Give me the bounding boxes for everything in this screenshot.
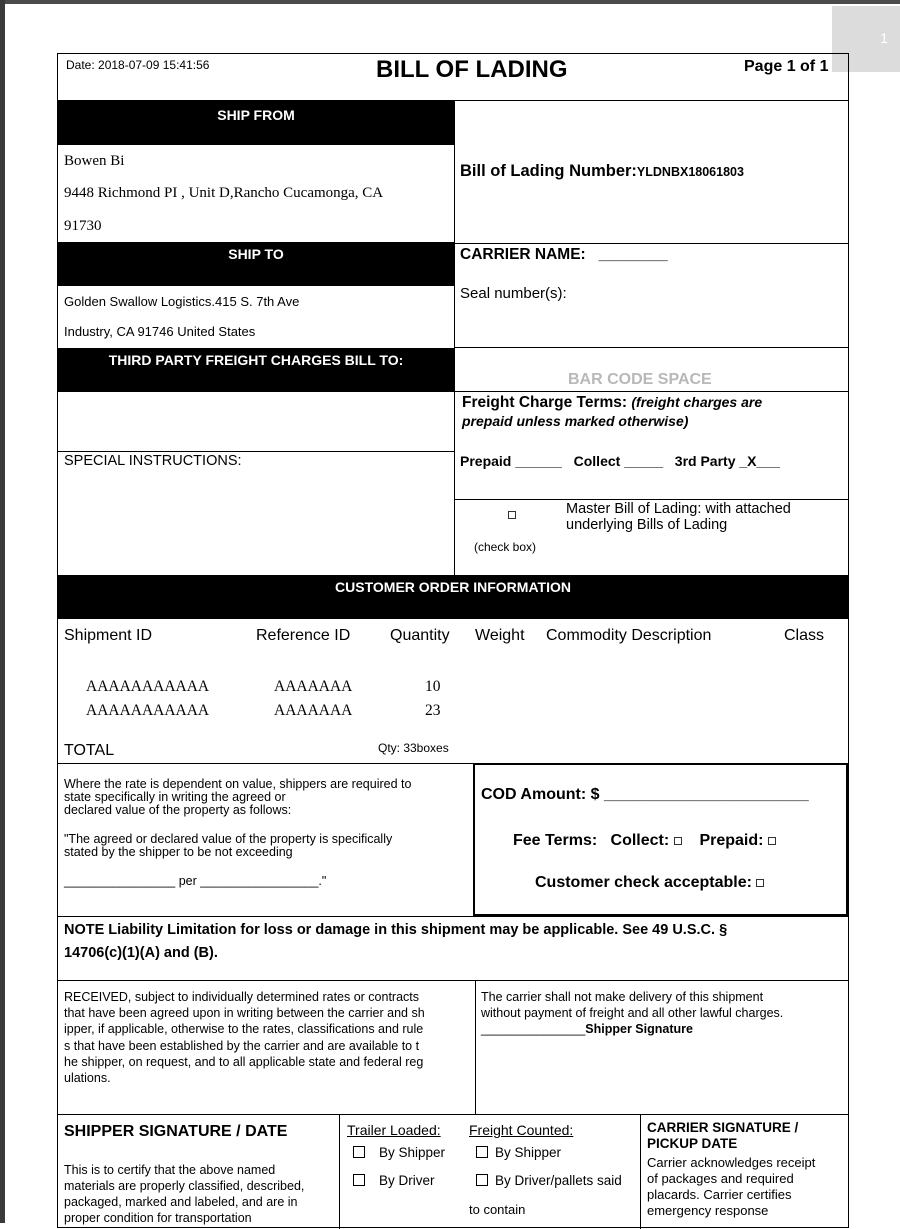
divider: [58, 1114, 848, 1115]
received-text: [64, 989, 425, 1086]
shipper-cert-line2: materials are properly classified, described,: [64, 1179, 305, 1193]
divider: [454, 243, 848, 244]
freight-terms-label: Freight Charge Terms:: [462, 394, 628, 411]
divider: [454, 391, 848, 392]
ship-to-heading: SHIP TO: [58, 242, 454, 286]
counted-by-shipper-label: By Shipper: [495, 1145, 562, 1160]
carrier-acknowledgement: [647, 1155, 815, 1219]
page-number-badge: 1: [832, 6, 900, 72]
carrier-ack-line3: placards. Carrier certifies: [647, 1187, 792, 1202]
fee-collect-checkbox[interactable]: [674, 837, 682, 845]
declared-value-statement: [64, 833, 392, 859]
carrier-name-blank: ________: [598, 246, 668, 263]
counted-to-contain: to contain: [469, 1202, 526, 1217]
divider: [454, 499, 848, 500]
fee-prepaid-checkbox[interactable]: [768, 837, 776, 845]
third-party-heading: THIRD PARTY FREIGHT CHARGES BILL TO:: [58, 348, 454, 392]
divider: [454, 100, 455, 575]
ship-from-name: Bowen Bi: [64, 153, 125, 169]
bol-number-value: YLDNBX18061803: [636, 165, 744, 179]
cod-amount-blank: _______________________: [603, 786, 809, 803]
doc-title: BILL OF LADING: [376, 56, 568, 83]
counted-by-driver-checkbox[interactable]: [476, 1174, 488, 1186]
shipper-cert-line3: packaged, marked and labeled, and are in: [64, 1195, 298, 1209]
master-bol-checkbox[interactable]: [508, 511, 516, 519]
counted-by-driver-label: By Driver/pallets said: [495, 1173, 622, 1188]
declared-line2: state specifically in writing the agreed or: [64, 790, 286, 804]
shipper-signature-label: Shipper Signature: [585, 1022, 693, 1037]
row1-quantity: 10: [425, 678, 441, 695]
total-label: TOTAL: [64, 742, 115, 759]
divider: [475, 980, 476, 1114]
carrier-ack-line4: emergency response: [647, 1203, 769, 1218]
shipper-cert-line4: proper condition for transportation: [64, 1211, 252, 1225]
customer-check: [535, 874, 764, 892]
divider: [339, 1114, 340, 1229]
carrier-delivery-line1: The carrier shall not make delivery of this shipment: [481, 990, 764, 1004]
carrier-signature-heading: [647, 1120, 798, 1152]
divider: [58, 451, 454, 452]
cod-amount-label: COD Amount: $: [481, 786, 600, 803]
declared-line1: Where the rate is dependent on value, shippers are required to: [64, 777, 412, 791]
carrier-ack-line1: Carrier acknowledges receipt: [647, 1155, 816, 1170]
bol-number: [460, 162, 744, 181]
freight-payment-options: Prepaid ______ Collect _____ 3rd Party _X___: [460, 453, 780, 469]
doc-date: Date: 2018-07-09 15:41:56: [66, 58, 210, 72]
bill-of-lading-document: [57, 53, 849, 1228]
carrier-delivery-text: [481, 989, 783, 1038]
ship-from-heading: SHIP FROM: [58, 101, 454, 145]
divider: [640, 1114, 641, 1229]
divider: [58, 916, 848, 917]
fee-terms-label: Fee Terms:: [513, 832, 598, 849]
shipper-signature-blank: _______________: [481, 1022, 586, 1037]
counted-by-shipper-checkbox[interactable]: [476, 1146, 488, 1158]
seal-numbers-label: Seal number(s):: [460, 285, 567, 302]
declared-line5: stated by the shipper to be not exceeding: [64, 845, 293, 859]
col-reference-id: Reference ID: [256, 627, 351, 644]
carrier-sig-heading2: PICKUP DATE: [647, 1136, 738, 1151]
row1-shipment-id: AAAAAAAAAAA: [86, 678, 210, 695]
total-quantity: Qty: 33boxes: [378, 741, 449, 755]
trailer-by-driver-label: By Driver: [379, 1173, 435, 1188]
master-bol-line1: Master Bill of Lading: with attached: [566, 501, 791, 517]
received-line3: ipper, if applicable, otherwise to the rates, classifications and rule: [64, 1022, 424, 1037]
declared-value-text: [64, 778, 411, 817]
shipper-certification: [64, 1162, 304, 1226]
master-bol-text: [566, 501, 791, 533]
carrier-delivery-line2: without payment of freight and all other lawful charges.: [481, 1006, 784, 1021]
col-shipment-id: Shipment ID: [64, 627, 153, 644]
row1-reference-id: AAAAAAA: [274, 678, 353, 695]
received-line5: he shipper, on request, and to all applicable state and federal reg: [64, 1054, 424, 1069]
viewer-top-border: [0, 0, 900, 4]
note-line1: NOTE Liability Limitation for loss or damage in this shipment may be applicable. See 49 U.S.C. §: [64, 922, 728, 938]
fee-terms: [513, 832, 776, 850]
divider: [454, 347, 848, 348]
customer-check-checkbox[interactable]: [756, 879, 764, 887]
row2-shipment-id: AAAAAAAAAAA: [86, 702, 210, 719]
col-class: Class: [784, 627, 825, 644]
viewer-left-border: [0, 0, 5, 1223]
fee-collect-label: Collect:: [610, 832, 670, 849]
trailer-loaded-heading: Trailer Loaded:: [347, 1122, 441, 1138]
received-line4: s that have been established by the carrier and are available to t: [64, 1038, 420, 1053]
carrier-name: [460, 246, 668, 264]
freight-terms-note-2: prepaid unless marked otherwise): [462, 413, 689, 429]
declared-line3: declared value of the property as follows:: [64, 803, 292, 817]
declared-line4: "The agreed or declared value of the property is specifically: [64, 832, 393, 846]
trailer-by-shipper-label: By Shipper: [379, 1145, 446, 1160]
bol-number-label: Bill of Lading Number:: [460, 162, 637, 180]
col-weight: Weight: [475, 627, 525, 644]
check-box-note: (check box): [474, 540, 537, 554]
ship-from-zip: 91730: [64, 218, 102, 234]
special-instructions-label: SPECIAL INSTRUCTIONS:: [64, 453, 242, 469]
carrier-sig-heading1: CARRIER SIGNATURE /: [647, 1120, 799, 1135]
liability-note: [64, 919, 727, 965]
ship-to-line1: Golden Swallow Logistics.415 S. 7th Ave: [64, 294, 300, 309]
ship-from-address: 9448 Richmond PI , Unit D,Rancho Cucamonga, CA: [64, 185, 384, 201]
col-quantity: Quantity: [390, 627, 450, 644]
note-line2: 14706(c)(1)(A) and (B).: [64, 945, 218, 961]
master-bol-line2: underlying Bills of Lading: [566, 517, 728, 533]
freight-terms: [462, 393, 762, 431]
received-line1: RECEIVED, subject to individually determined rates or contracts: [64, 990, 420, 1004]
freight-counted-heading: Freight Counted:: [469, 1122, 574, 1138]
col-commodity-description: Commodity Description: [546, 627, 712, 644]
customer-order-heading: CUSTOMER ORDER INFORMATION: [58, 575, 848, 619]
shipper-cert-line1: This is to certify that the above named: [64, 1163, 276, 1177]
received-line2: that have been agreed upon in writing between the carrier and sh: [64, 1006, 425, 1021]
shipper-signature-heading: SHIPPER SIGNATURE / DATE: [64, 1123, 288, 1140]
declared-value-blanks: ________________ per _________________.": [64, 874, 327, 888]
carrier-ack-line2: of packages and required: [647, 1171, 794, 1186]
barcode-space: BAR CODE SPACE: [568, 371, 712, 388]
ship-to-line2: Industry, CA 91746 United States: [64, 324, 256, 339]
trailer-by-driver-checkbox[interactable]: [353, 1174, 365, 1186]
row2-quantity: 23: [425, 702, 441, 719]
carrier-name-label: CARRIER NAME:: [460, 246, 586, 263]
received-line6: ulations.: [64, 1071, 111, 1086]
fee-prepaid-label: Prepaid:: [699, 832, 764, 849]
customer-check-label: Customer check acceptable:: [535, 874, 752, 891]
row2-reference-id: AAAAAAA: [274, 702, 353, 719]
divider: [58, 980, 848, 981]
doc-page-count: Page 1 of 1: [744, 58, 829, 75]
cod-amount: [481, 786, 809, 804]
freight-terms-note-1: (freight charges are: [631, 394, 763, 410]
trailer-by-shipper-checkbox[interactable]: [353, 1146, 365, 1158]
